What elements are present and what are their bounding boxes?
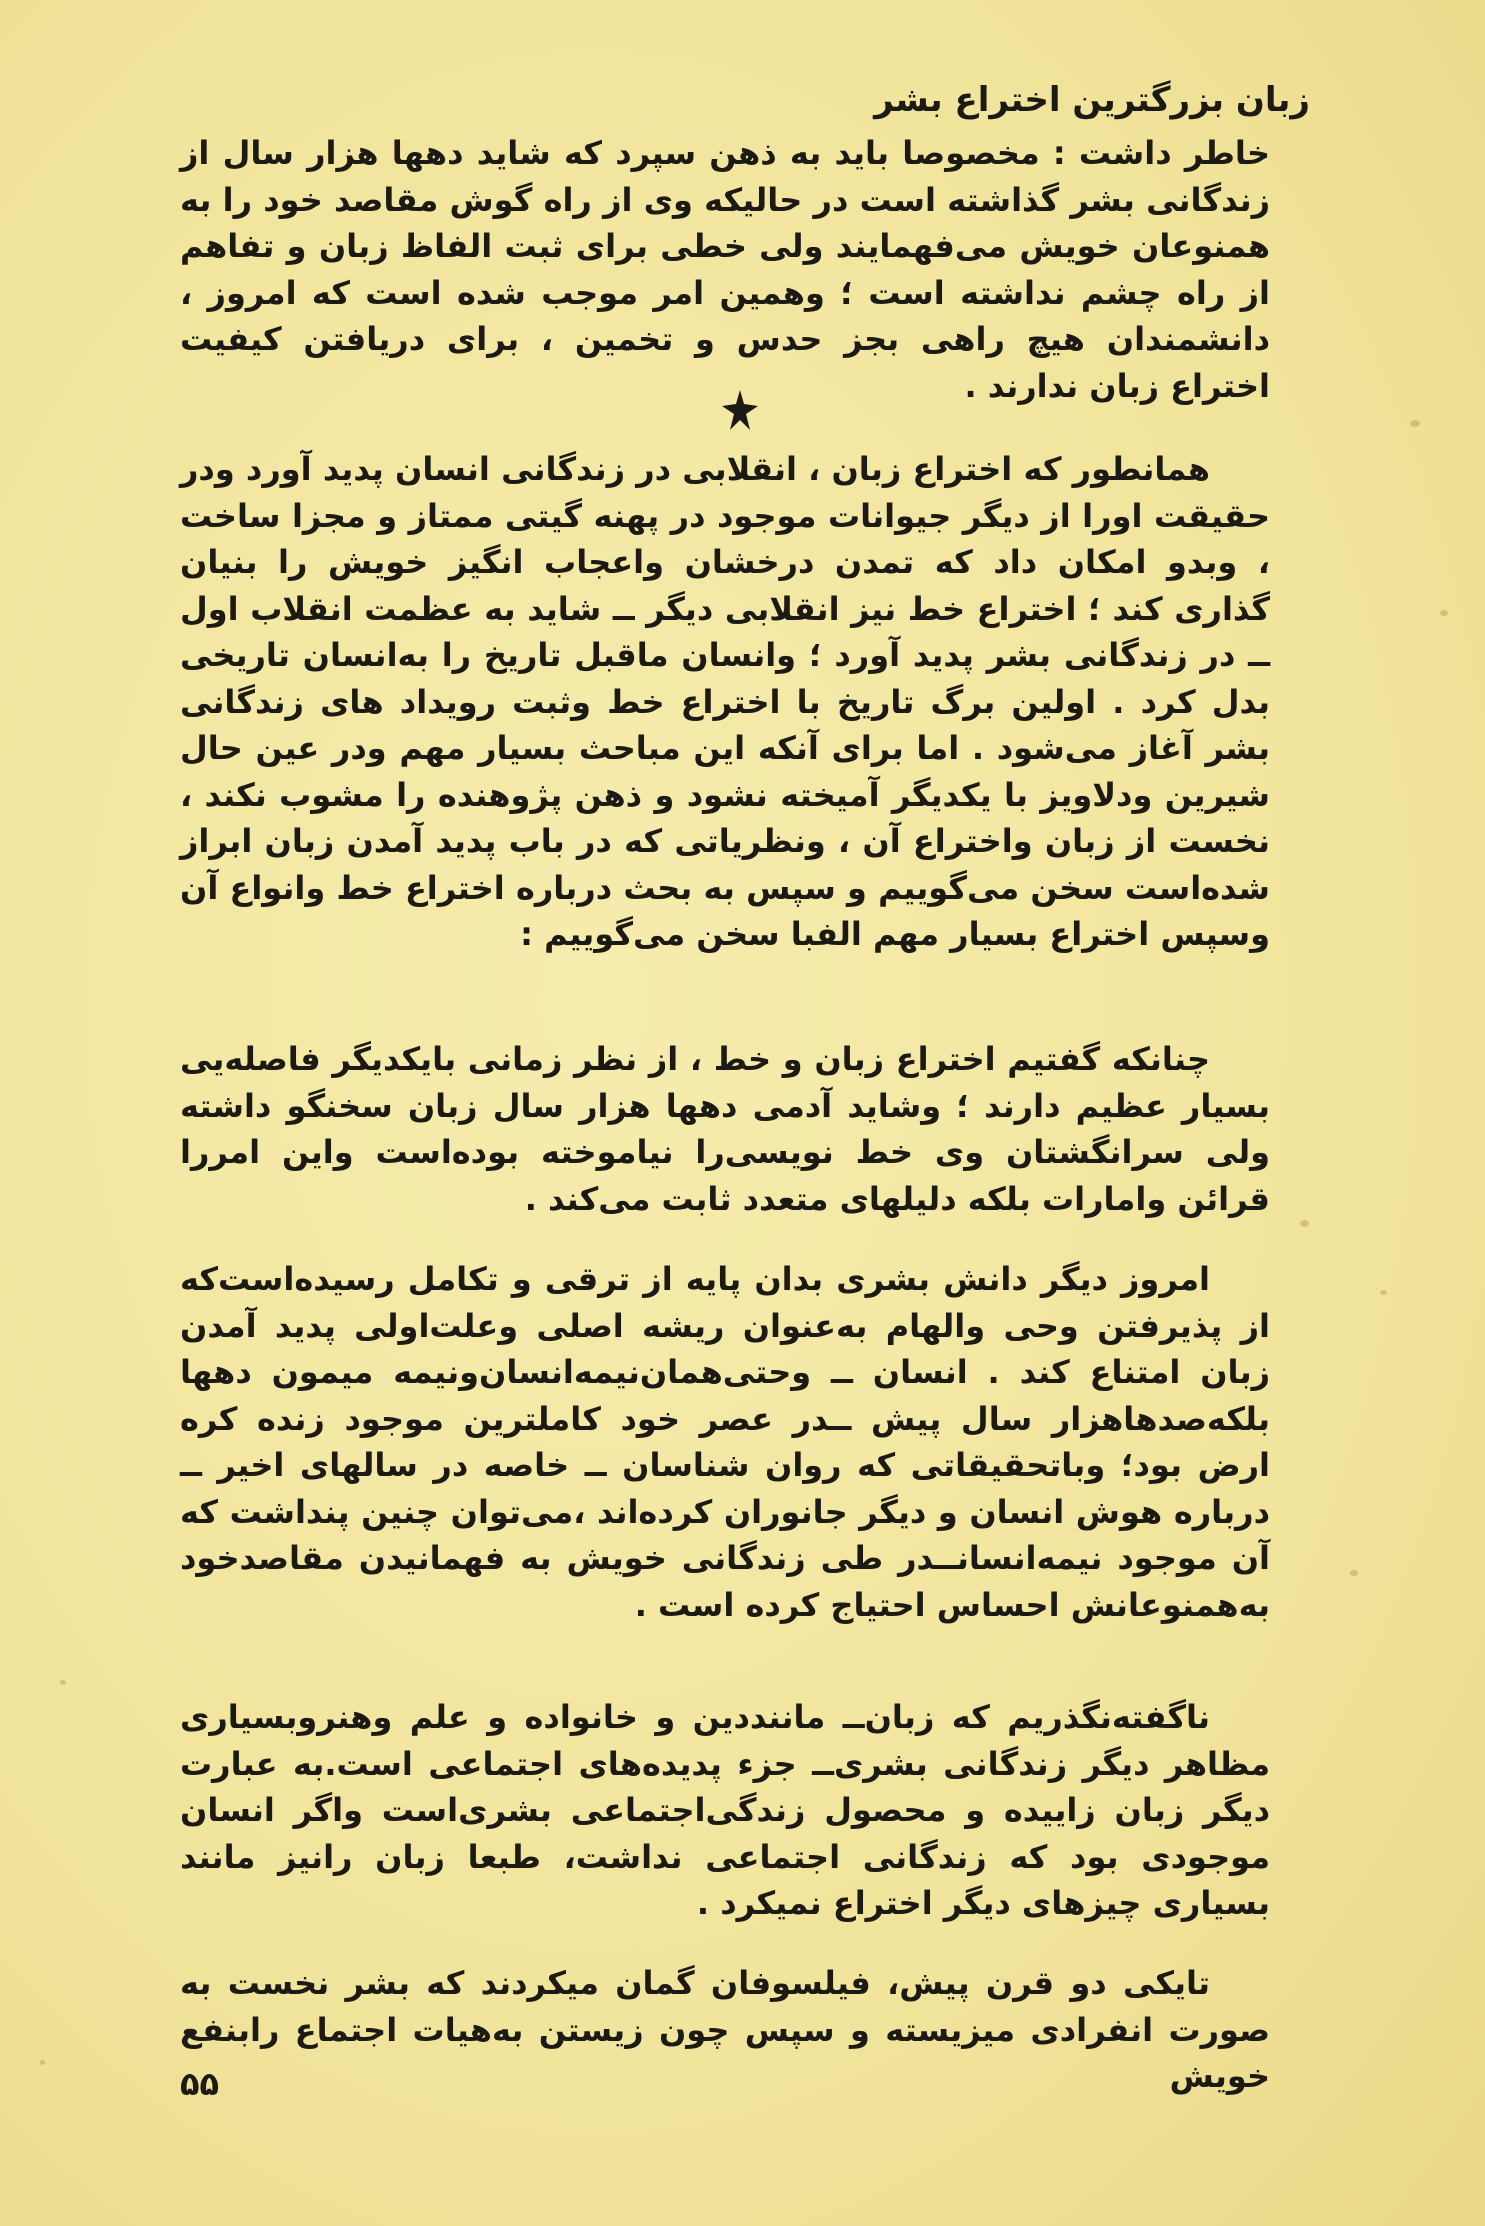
page-number: ۵۵ — [180, 2065, 220, 2103]
paragraph-2: همانطور که اختراع زبان ، انقلابی در زندگانی انسان پدید آورد ودر حقیقت اورا از دیگر جیوانات موجود در پهنه گیتی ممتاز و مجزا ساخت ، وبدو امکان داد که تمدن درخشان واعجاب انگیز خویش را بنیان گذاری کند ؛ اختراع خط نیز انقلابی دیگر ــ شاید به عظمت انقلاب اول ــ در زندگانی بشر پدید آورد ؛ وانسان ماقبل تاریخ را به‌انسان تاریخی بدل کرد . اولین برگ تاریخ با اختراع خط وثبت رویداد های زندگانی بشر آغاز می‌شود . اما برای آنکه این مباحث بسیار مهم ودر عین حال شیرین ودلاویز با یکدیگر آمیخته نشود و ذهن پژوهنده را مشوب نکند ، نخست از زبان واختراع آن ، ونظریاتی که در باب پدید آمدن زبان ابراز شده‌است سخن می‌گوییم و سپس به بحث درباره اختراع خط وانواع آن وسپس اختراع بسیار مهم الفبا سخن می‌گوییم : — [180, 450, 1270, 953]
chapter-title: زبان بزرگترین اختراع بشر — [874, 80, 1310, 120]
paragraph-1-block — [180, 130, 1270, 409]
paragraph-1: خاطر داشت : مخصوصا باید به ذهن سپرد که شاید دهها هزار سال از زندگانی بشر گذاشته است در حالیکه وی از راه گوش مقاصد خود را به همنوعان خویش می‌فهمایند ولی خطی برای ثبت الفاظ زبان و تفاهم از راه چشم نداشته است ؛ وهمین امر موجب شده است که امروز ، دانشمندان هیچ راهی بجز حدس و تخمین ، برای دریافتن کیفیت اختراع زبان ندارند . — [180, 134, 1270, 405]
paragraph-6: تایکی دو قرن پیش، فیلسوفان گمان میکردند که بشر نخست به صورت انفرادی میزیسته و سپس چون زیستن به‌هیات اجتماع رابنفع خویش — [180, 1964, 1270, 2095]
paragraph-3-block — [180, 1036, 1270, 1222]
paper-stain — [1380, 1290, 1387, 1295]
paragraph-3: چنانکه گفتیم اختراع زبان و خط ، از نظر زمانی بایکدیگر فاصله‌یی بسیار عظیم دارند ؛ وشاید آدمی دهها هزار سال زبان سخنگو داشته ولی سرانگشتان وی خط نویسی‌را نیاموخته بوده‌است واین امررا قرائن وامارات بلکه دلیلهای متعدد ثابت می‌کند . — [180, 1040, 1270, 1218]
paper-stain — [40, 2060, 45, 2065]
paper-stain — [1410, 420, 1420, 427]
page-header — [160, 70, 1310, 130]
star-ornament-icon — [720, 388, 760, 432]
paragraph-2-block — [180, 446, 1270, 958]
paragraph-4-block — [180, 1256, 1270, 1628]
paragraph-5-block — [180, 1694, 1270, 1927]
paper-stain — [1350, 1570, 1358, 1576]
paper-stain — [1440, 610, 1448, 616]
paragraph-6-block — [180, 1960, 1270, 2100]
paragraph-5: ناگفته‌نگذریم که زبان‌ــ مانند‌دین و خانواده و علم وهنروبسیاری مظاهر دیگر زندگانی بشری‌ــ جزء پدیده‌های اجتماعی است.به عبارت دیگر زبان زاییده و محصول زندگی‌اجتماعی بشری‌است واگر انسان موجودی بود که زندگانی اجتماعی نداشت، طبعا زبان رانیز مانند بسیاری چیزهای دیگر اختراع نمیکرد . — [180, 1698, 1270, 1922]
paper-stain — [60, 1680, 66, 1685]
paper-stain — [1300, 1220, 1309, 1227]
paragraph-4: امروز دیگر دانش بشری بدان پایه از ترقی و تکامل رسیده‌است‌که از پذیرفتن وحی والهام به‌عنوان ریشه اصلی وعلت‌اولی پدید آمدن زبان امتناع کند . انسان ــ وحتی‌همان‌نیمه‌انسان‌ونیمه میمون دهها بلکه‌صدهاهزار سال پیش ــدر عصر خود کاملترین موجود زنده کره ارض بود؛ وباتحقیقاتی که روان شناسان ــ خاصه در سالهای اخیر ــ درباره هوش انسان و دیگر جانوران کرده‌اند ،می‌توان چنین پنداشت که آن موجود نیمه‌انسانــدر طی زندگانی خویش به فهمانیدن مقاصدخود به‌همنوعانش احساس احتیاج کرده است . — [180, 1260, 1270, 1624]
